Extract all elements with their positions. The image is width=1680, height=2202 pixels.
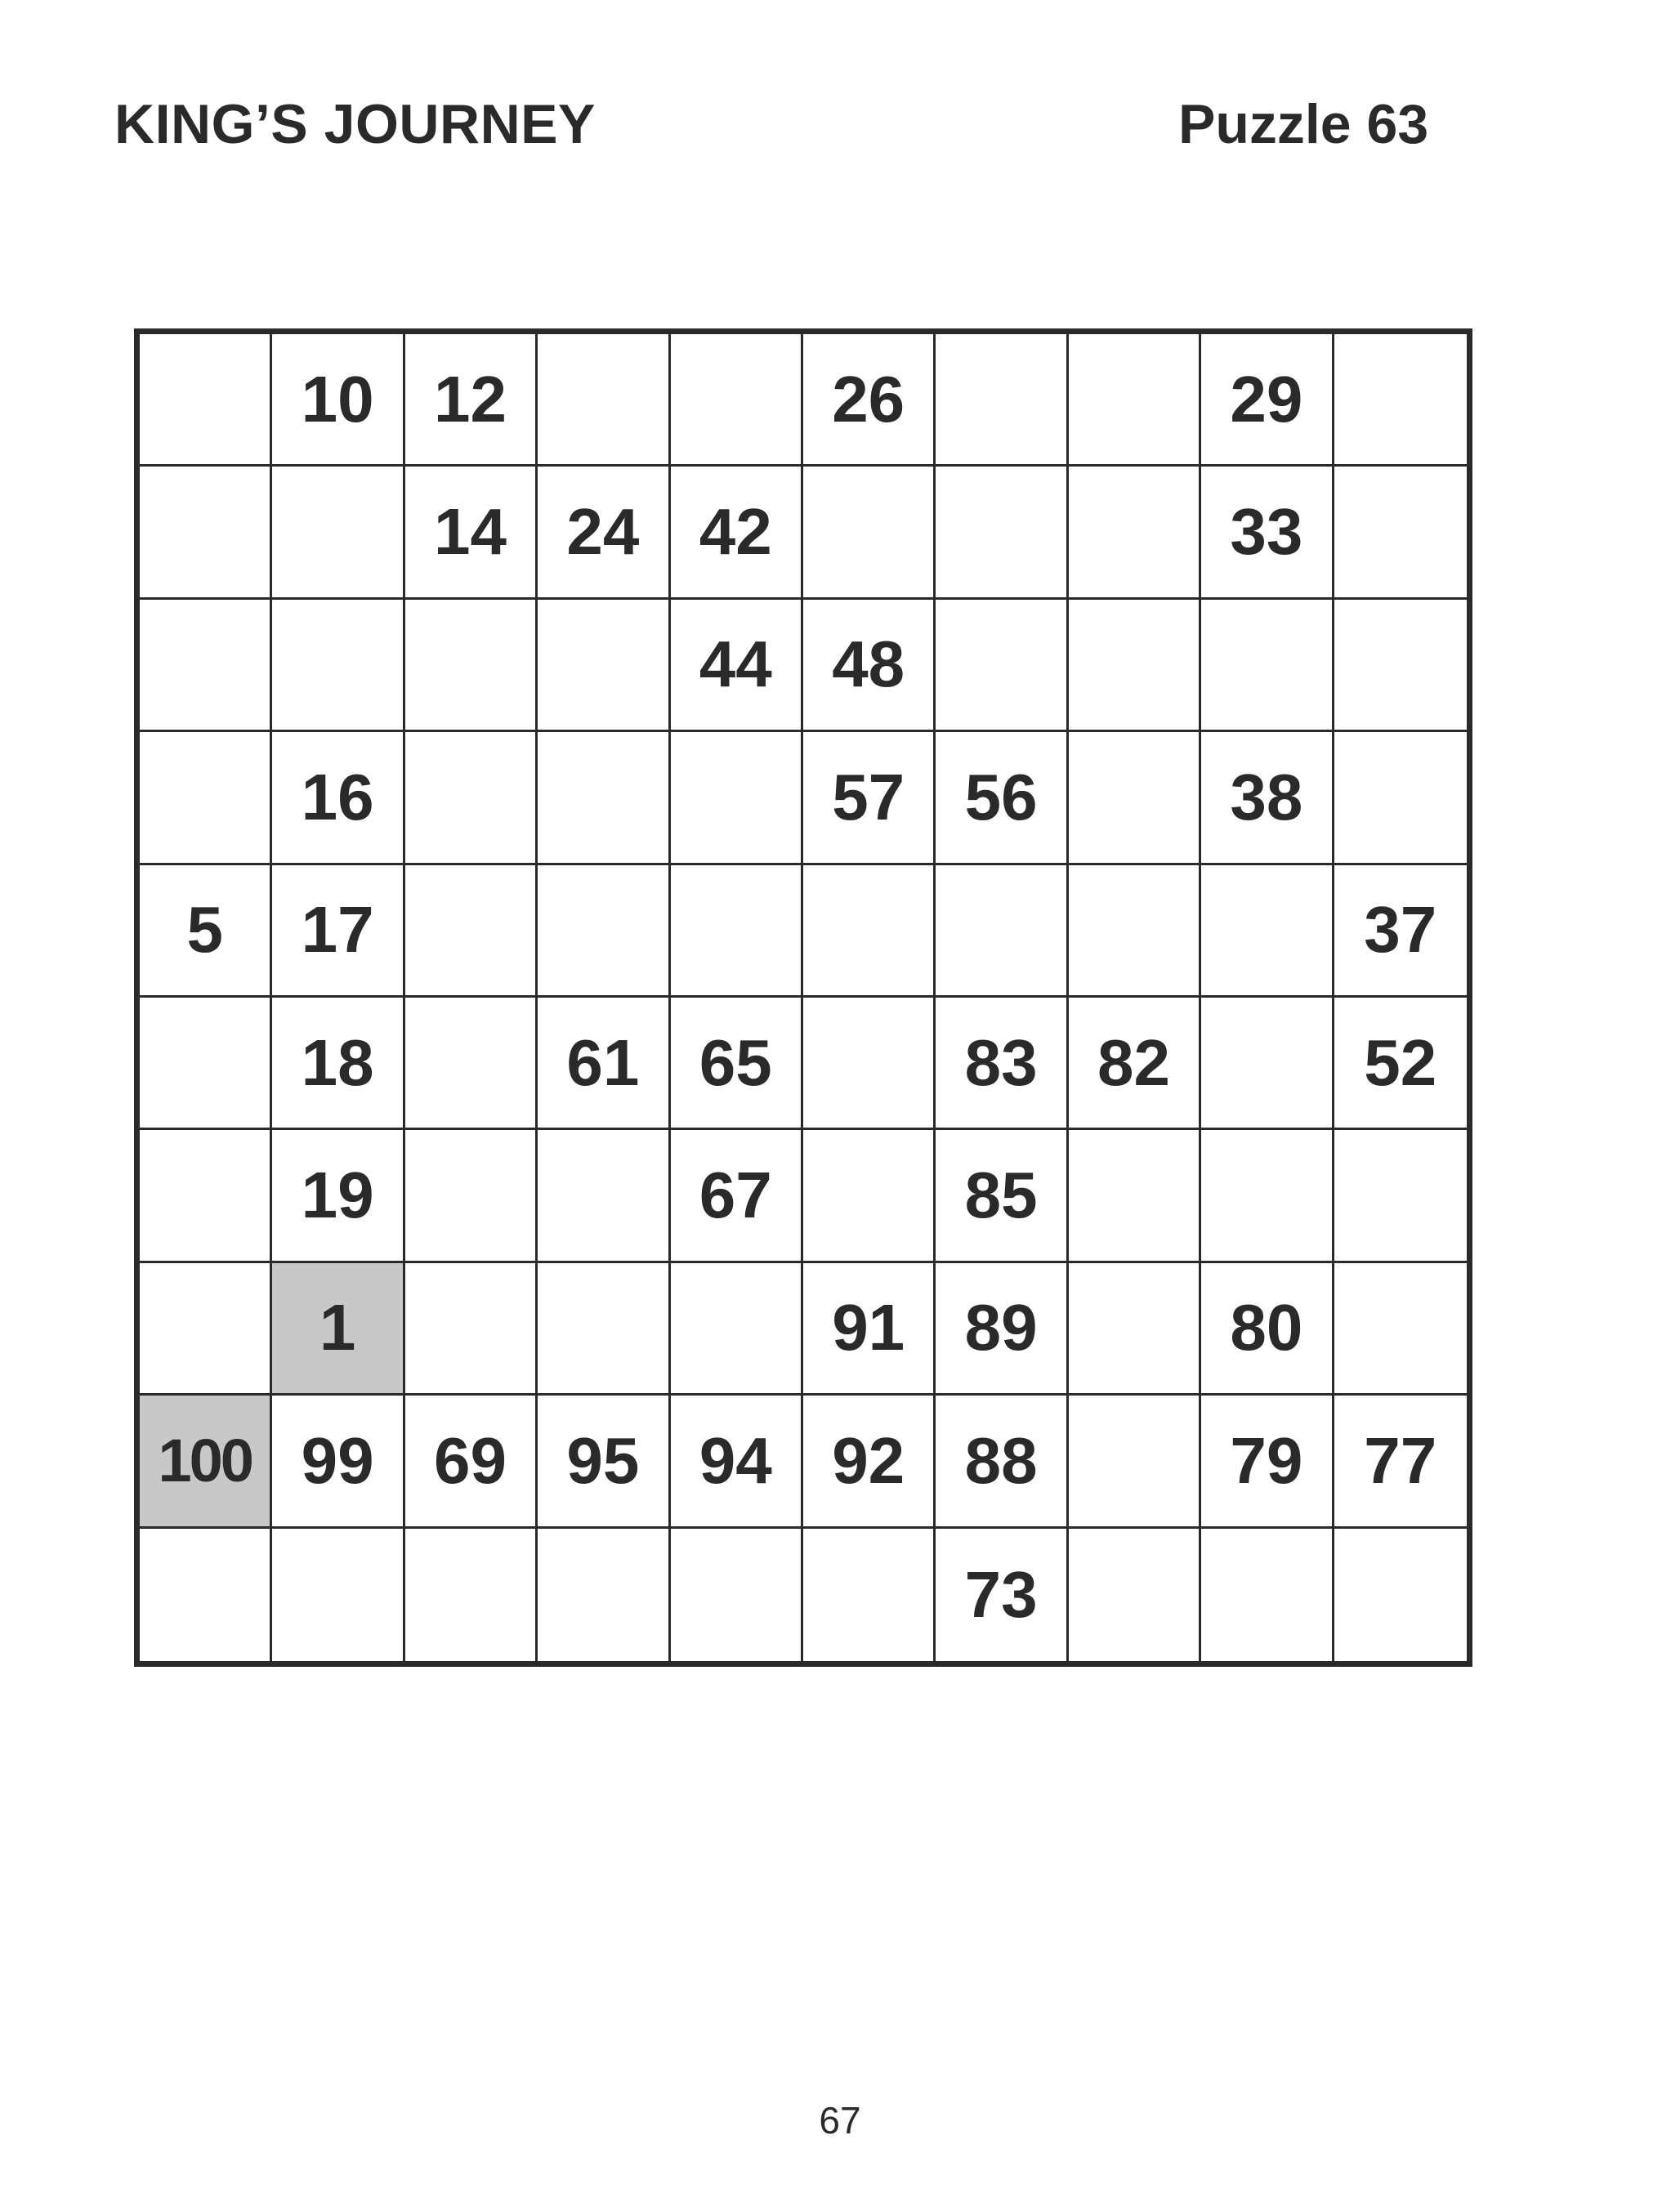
grid-cell-r7-c3[interactable]	[538, 1263, 670, 1396]
grid-cell-r7-c4[interactable]	[671, 1263, 803, 1396]
puzzle-title: KING’S JOURNEY	[114, 93, 596, 155]
grid-cell-r4-c4[interactable]	[671, 865, 803, 998]
page-number: 67	[819, 2099, 861, 2142]
grid-cell-r7-c2[interactable]	[405, 1263, 538, 1396]
grid-cell-r6-c6[interactable]: 85	[936, 1130, 1068, 1262]
grid-cell-r0-c4[interactable]	[671, 334, 803, 467]
grid-cell-r2-c3[interactable]	[538, 600, 670, 732]
grid-cell-r8-c5[interactable]: 92	[803, 1396, 936, 1528]
grid-cell-r1-c5[interactable]	[803, 467, 936, 599]
grid-cell-r1-c6[interactable]	[936, 467, 1068, 599]
grid-cell-r7-c8[interactable]: 80	[1201, 1263, 1334, 1396]
grid-cell-r5-c0[interactable]	[140, 998, 272, 1130]
grid-cell-r9-c8[interactable]	[1201, 1529, 1334, 1661]
grid-cell-r9-c6[interactable]: 73	[936, 1529, 1068, 1661]
grid-cell-r9-c7[interactable]	[1069, 1529, 1201, 1661]
grid-cell-r0-c9[interactable]	[1334, 334, 1467, 467]
grid-cell-r5-c1[interactable]: 18	[272, 998, 404, 1130]
grid-cell-r4-c6[interactable]	[936, 865, 1068, 998]
grid-cell-r5-c9[interactable]: 52	[1334, 998, 1467, 1130]
grid-cell-r8-c4[interactable]: 94	[671, 1396, 803, 1528]
grid-cell-r2-c5[interactable]: 48	[803, 600, 936, 732]
grid-cell-r3-c0[interactable]	[140, 732, 272, 864]
grid-cell-r0-c3[interactable]	[538, 334, 670, 467]
grid-cell-r9-c4[interactable]	[671, 1529, 803, 1661]
grid-cell-r3-c4[interactable]	[671, 732, 803, 864]
grid-cell-r2-c4[interactable]: 44	[671, 600, 803, 732]
grid-cell-r9-c1[interactable]	[272, 1529, 404, 1661]
grid-cell-r6-c1[interactable]: 19	[272, 1130, 404, 1262]
grid-cell-r4-c3[interactable]	[538, 865, 670, 998]
grid-cell-r5-c4[interactable]: 65	[671, 998, 803, 1130]
grid-cell-r2-c8[interactable]	[1201, 600, 1334, 732]
grid-cell-r6-c5[interactable]	[803, 1130, 936, 1262]
grid-cell-r9-c9[interactable]	[1334, 1529, 1467, 1661]
grid-cell-r2-c0[interactable]	[140, 600, 272, 732]
grid-cell-r3-c5[interactable]: 57	[803, 732, 936, 864]
grid-cell-r0-c5[interactable]: 26	[803, 334, 936, 467]
grid-cell-r5-c5[interactable]	[803, 998, 936, 1130]
grid-cell-r8-c2[interactable]: 69	[405, 1396, 538, 1528]
grid-cell-r8-c7[interactable]	[1069, 1396, 1201, 1528]
grid-cell-r6-c2[interactable]	[405, 1130, 538, 1262]
grid-cell-r8-c1[interactable]: 99	[272, 1396, 404, 1528]
grid-cell-r9-c2[interactable]	[405, 1529, 538, 1661]
grid-cell-r7-c6[interactable]: 89	[936, 1263, 1068, 1396]
grid-cell-r1-c9[interactable]	[1334, 467, 1467, 599]
grid-cell-r6-c7[interactable]	[1069, 1130, 1201, 1262]
grid-cell-r1-c3[interactable]: 24	[538, 467, 670, 599]
grid-cell-r1-c7[interactable]	[1069, 467, 1201, 599]
grid-cell-r5-c3[interactable]: 61	[538, 998, 670, 1130]
grid-cell-r6-c3[interactable]	[538, 1130, 670, 1262]
grid-cell-r3-c8[interactable]: 38	[1201, 732, 1334, 864]
grid-cell-r0-c1[interactable]: 10	[272, 334, 404, 467]
grid-cell-r3-c1[interactable]: 16	[272, 732, 404, 864]
grid-cell-r5-c2[interactable]	[405, 998, 538, 1130]
grid-cell-r8-c8[interactable]: 79	[1201, 1396, 1334, 1528]
puzzle-grid	[134, 328, 1472, 1667]
grid-cell-r0-c6[interactable]	[936, 334, 1068, 467]
grid-cell-r5-c7[interactable]: 82	[1069, 998, 1201, 1130]
grid-cell-r6-c0[interactable]	[140, 1130, 272, 1262]
grid-cell-r8-c9[interactable]: 77	[1334, 1396, 1467, 1528]
grid-cell-r8-c3[interactable]: 95	[538, 1396, 670, 1528]
grid-cell-r3-c3[interactable]	[538, 732, 670, 864]
grid-cell-r4-c9[interactable]: 37	[1334, 865, 1467, 998]
grid-cell-r9-c5[interactable]	[803, 1529, 936, 1661]
grid-cell-r0-c2[interactable]: 12	[405, 334, 538, 467]
grid-cell-r0-c8[interactable]: 29	[1201, 334, 1334, 467]
grid-cell-r0-c7[interactable]	[1069, 334, 1201, 467]
grid-cell-r3-c7[interactable]	[1069, 732, 1201, 864]
grid-cell-r4-c7[interactable]	[1069, 865, 1201, 998]
grid-cell-r1-c1[interactable]	[272, 467, 404, 599]
grid-cell-r2-c7[interactable]	[1069, 600, 1201, 732]
grid-cell-r7-c5[interactable]: 91	[803, 1263, 936, 1396]
grid-cell-r6-c9[interactable]	[1334, 1130, 1467, 1262]
puzzle-number: Puzzle 63	[1178, 93, 1429, 155]
grid-cell-r2-c1[interactable]	[272, 600, 404, 732]
grid-cell-r9-c3[interactable]	[538, 1529, 670, 1661]
grid-cell-r4-c1[interactable]: 17	[272, 865, 404, 998]
grid-cell-r1-c0[interactable]	[140, 467, 272, 599]
grid-cell-r8-c0[interactable]: 100	[140, 1396, 272, 1528]
grid-cell-r4-c2[interactable]	[405, 865, 538, 998]
grid-cell-r6-c8[interactable]	[1201, 1130, 1334, 1262]
grid-cell-r7-c7[interactable]	[1069, 1263, 1201, 1396]
grid-cell-r4-c0[interactable]: 5	[140, 865, 272, 998]
grid-cell-r7-c1[interactable]: 1	[272, 1263, 404, 1396]
grid-cell-r8-c6[interactable]: 88	[936, 1396, 1068, 1528]
grid-cell-r3-c6[interactable]: 56	[936, 732, 1068, 864]
grid-cell-r4-c8[interactable]	[1201, 865, 1334, 998]
grid-cell-r5-c8[interactable]	[1201, 998, 1334, 1130]
grid-cell-r2-c2[interactable]	[405, 600, 538, 732]
grid-cell-r9-c0[interactable]	[140, 1529, 272, 1661]
grid-cell-r2-c6[interactable]	[936, 600, 1068, 732]
grid-cell-r6-c4[interactable]: 67	[671, 1130, 803, 1262]
grid-cell-r1-c2[interactable]: 14	[405, 467, 538, 599]
grid-cell-r0-c0[interactable]	[140, 334, 272, 467]
grid-cell-r7-c9[interactable]	[1334, 1263, 1467, 1396]
grid-cell-r4-c5[interactable]	[803, 865, 936, 998]
grid-cell-r1-c4[interactable]: 42	[671, 467, 803, 599]
grid-cell-r3-c9[interactable]	[1334, 732, 1467, 864]
grid-cell-r7-c0[interactable]	[140, 1263, 272, 1396]
grid-cell-r2-c9[interactable]	[1334, 600, 1467, 732]
grid-cell-r5-c6[interactable]: 83	[936, 998, 1068, 1130]
grid-cell-r1-c8[interactable]: 33	[1201, 467, 1334, 599]
grid-cell-r3-c2[interactable]	[405, 732, 538, 864]
